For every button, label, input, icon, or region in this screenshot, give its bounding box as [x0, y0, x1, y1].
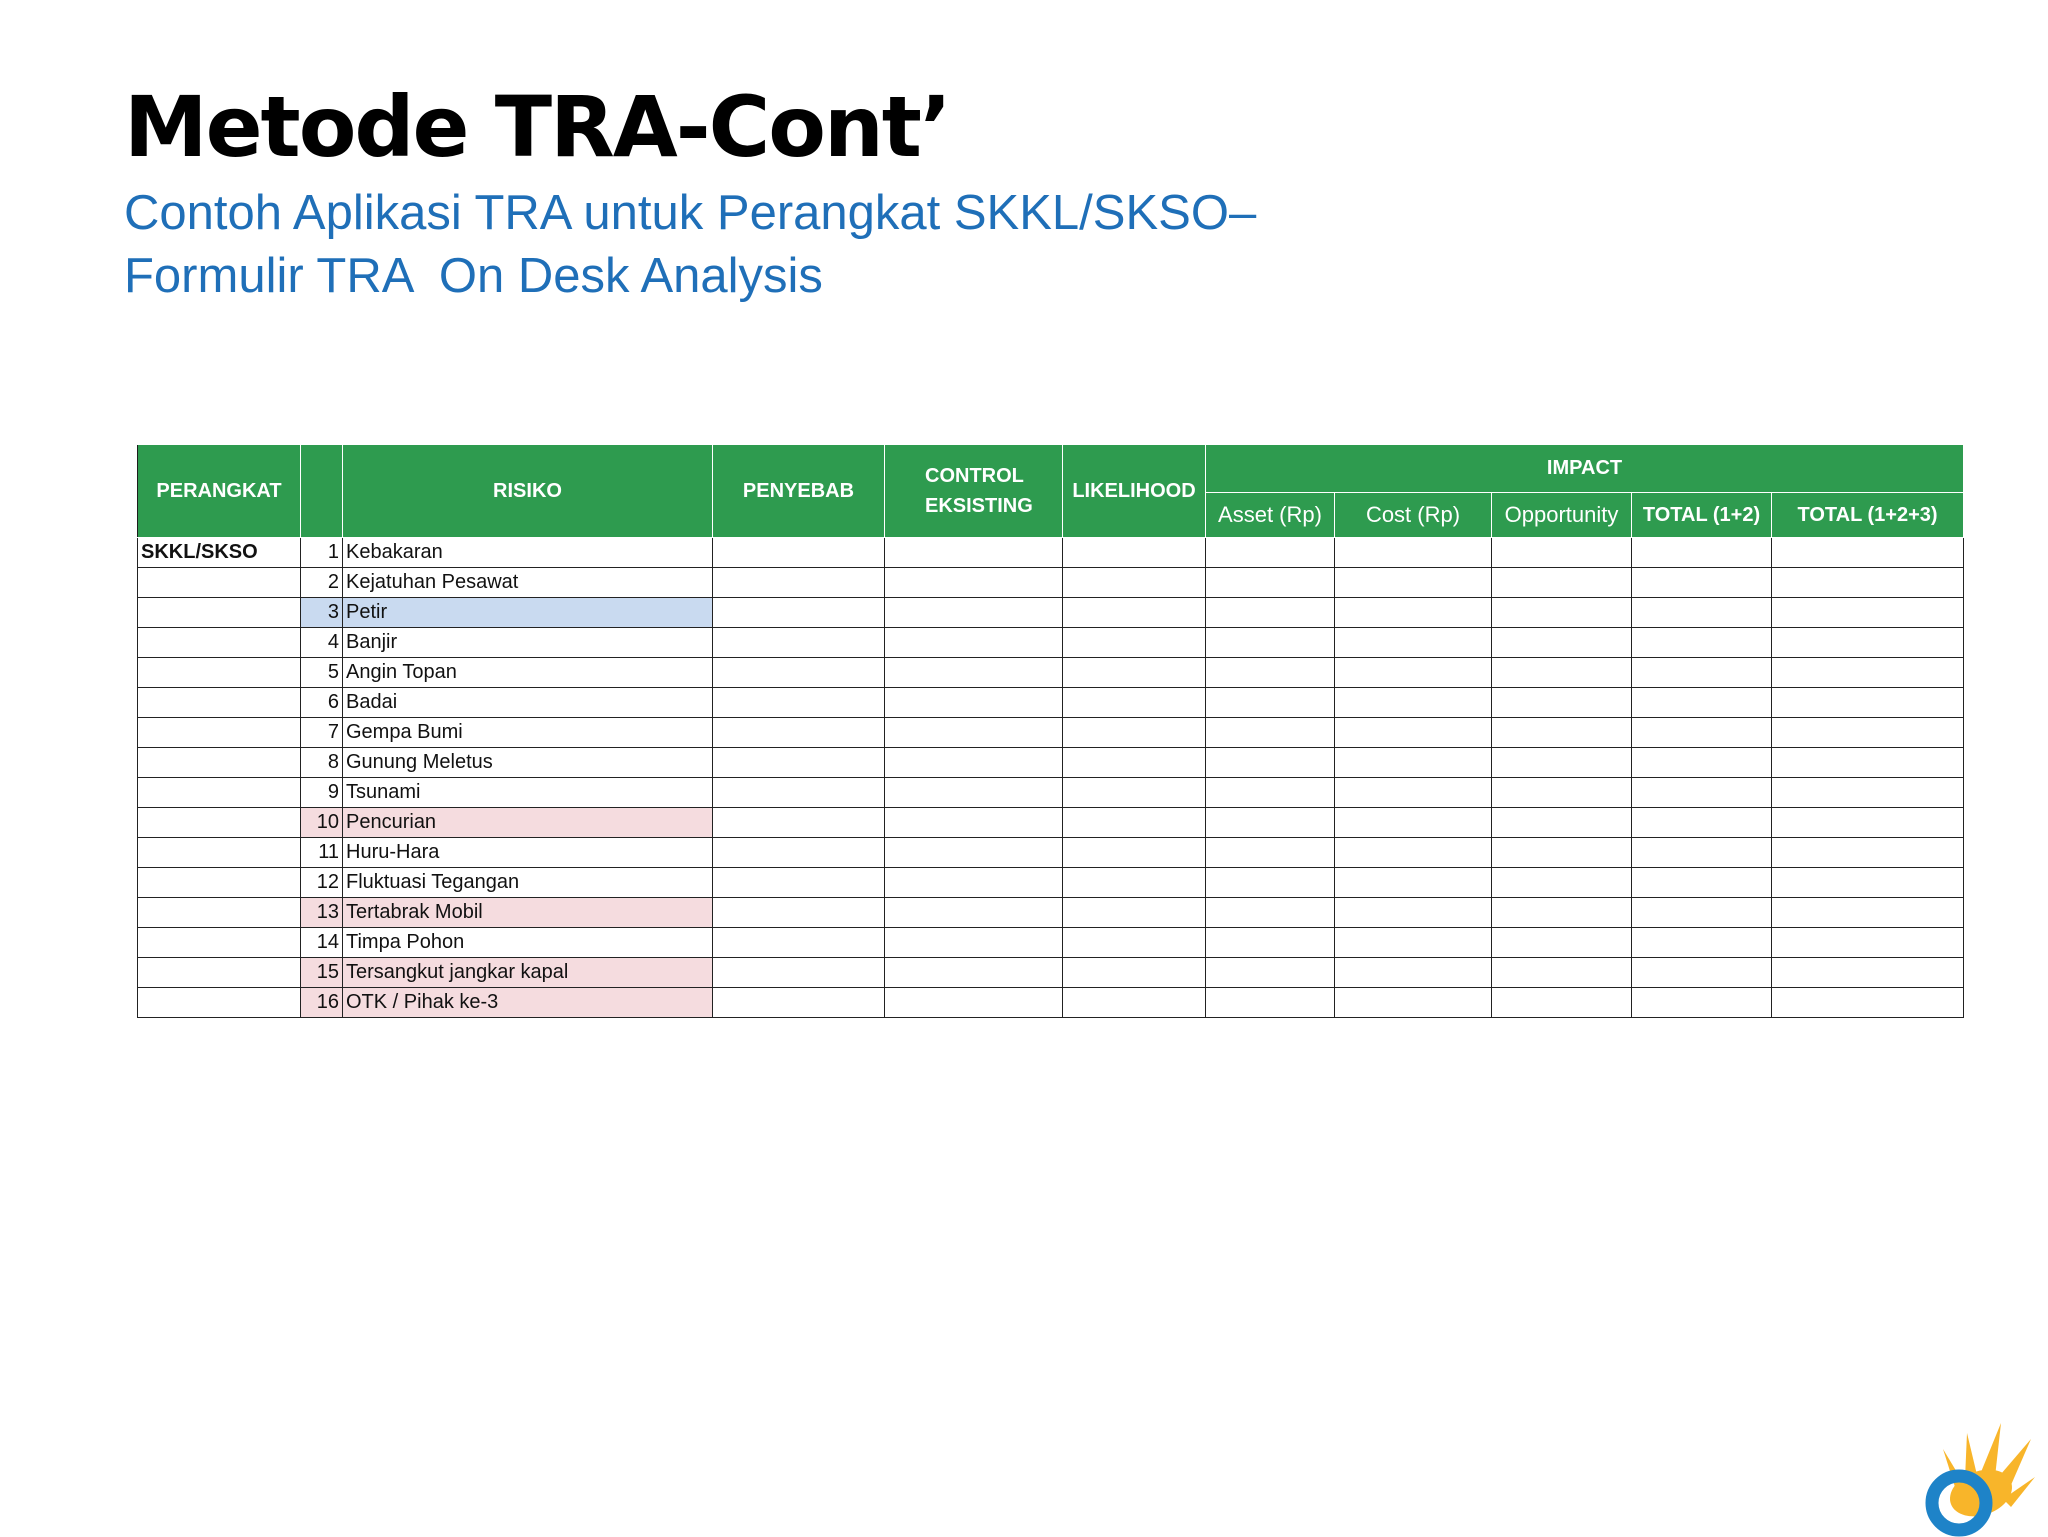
table-row — [138, 628, 1964, 658]
cell-total-1-2-3 — [1772, 658, 1964, 688]
cell-total-1-2-3 — [1772, 808, 1964, 838]
header-asset: Asset (Rp) — [1206, 493, 1335, 538]
cell-total-1-2-3 — [1772, 898, 1964, 928]
cell-no: 5 — [301, 658, 343, 688]
cell-asset — [1206, 868, 1335, 898]
cell-total-1-2 — [1632, 898, 1772, 928]
table-row — [138, 958, 1964, 988]
cell-no: 10 — [301, 808, 343, 838]
cell-total-1-2-3 — [1772, 928, 1964, 958]
cell-likelihood — [1063, 568, 1206, 598]
cell-asset — [1206, 628, 1335, 658]
cell-risiko: Fluktuasi Tegangan — [343, 868, 713, 898]
cell-total-1-2 — [1632, 838, 1772, 868]
cell-no: 1 — [301, 538, 343, 568]
cell-penyebab — [713, 988, 885, 1018]
table-row — [138, 988, 1964, 1018]
cell-risiko: Petir — [343, 598, 713, 628]
cell-cost — [1335, 838, 1492, 868]
cell-penyebab — [713, 688, 885, 718]
cell-opportunity — [1492, 628, 1632, 658]
cell-no: 8 — [301, 748, 343, 778]
cell-likelihood — [1063, 898, 1206, 928]
cell-asset — [1206, 598, 1335, 628]
cell-total-1-2-3 — [1772, 598, 1964, 628]
header-total-1-2-3: TOTAL (1+2+3) — [1772, 493, 1964, 538]
cell-control — [885, 778, 1063, 808]
cell-total-1-2-3 — [1772, 538, 1964, 568]
cell-perangkat — [138, 778, 301, 808]
cell-total-1-2-3 — [1772, 718, 1964, 748]
cell-opportunity — [1492, 898, 1632, 928]
cell-penyebab — [713, 838, 885, 868]
cell-penyebab — [713, 598, 885, 628]
cell-cost — [1335, 988, 1492, 1018]
cell-risiko: Banjir — [343, 628, 713, 658]
cell-penyebab — [713, 808, 885, 838]
cell-perangkat — [138, 988, 301, 1018]
table-row — [138, 568, 1964, 598]
table-row — [138, 598, 1964, 628]
cell-total-1-2 — [1632, 658, 1772, 688]
cell-control — [885, 958, 1063, 988]
cell-total-1-2 — [1632, 988, 1772, 1018]
cell-total-1-2 — [1632, 928, 1772, 958]
cell-perangkat — [138, 688, 301, 718]
table-row — [138, 808, 1964, 838]
cell-cost — [1335, 808, 1492, 838]
header-no — [301, 445, 343, 538]
cell-opportunity — [1492, 838, 1632, 868]
header-opportunity: Opportunity — [1492, 493, 1632, 538]
cell-opportunity — [1492, 868, 1632, 898]
cell-asset — [1206, 988, 1335, 1018]
cell-cost — [1335, 928, 1492, 958]
header-impact: IMPACT — [1206, 445, 1964, 493]
cell-perangkat — [138, 958, 301, 988]
cell-control — [885, 868, 1063, 898]
cell-asset — [1206, 958, 1335, 988]
table-row — [138, 718, 1964, 748]
cell-likelihood — [1063, 778, 1206, 808]
cell-opportunity — [1492, 688, 1632, 718]
cell-asset — [1206, 658, 1335, 688]
cell-penyebab — [713, 898, 885, 928]
cell-risiko: Gempa Bumi — [343, 718, 713, 748]
cell-likelihood — [1063, 808, 1206, 838]
cell-total-1-2-3 — [1772, 628, 1964, 658]
cell-likelihood — [1063, 988, 1206, 1018]
cell-perangkat — [138, 658, 301, 688]
cell-total-1-2 — [1632, 688, 1772, 718]
cell-no: 9 — [301, 778, 343, 808]
table-row — [138, 748, 1964, 778]
cell-total-1-2 — [1632, 748, 1772, 778]
cell-control — [885, 658, 1063, 688]
cell-no: 14 — [301, 928, 343, 958]
cell-opportunity — [1492, 658, 1632, 688]
cell-control — [885, 988, 1063, 1018]
cell-penyebab — [713, 538, 885, 568]
cell-penyebab — [713, 868, 885, 898]
table-body — [138, 538, 1964, 1018]
table-row — [138, 868, 1964, 898]
cell-risiko: Huru-Hara — [343, 838, 713, 868]
cell-opportunity — [1492, 718, 1632, 748]
cell-perangkat — [138, 748, 301, 778]
cell-asset — [1206, 778, 1335, 808]
cell-risiko: Angin Topan — [343, 658, 713, 688]
cell-opportunity — [1492, 958, 1632, 988]
cell-penyebab — [713, 658, 885, 688]
cell-penyebab — [713, 958, 885, 988]
cell-control — [885, 838, 1063, 868]
cell-no: 12 — [301, 868, 343, 898]
cell-control — [885, 808, 1063, 838]
cell-cost — [1335, 898, 1492, 928]
slide-title: Metode TRA-Cont’ — [124, 78, 950, 176]
cell-likelihood — [1063, 748, 1206, 778]
cell-perangkat — [138, 898, 301, 928]
cell-cost — [1335, 598, 1492, 628]
cell-risiko: Kebakaran — [343, 538, 713, 568]
cell-no: 13 — [301, 898, 343, 928]
cell-likelihood — [1063, 688, 1206, 718]
cell-no: 4 — [301, 628, 343, 658]
cell-risiko: Kejatuhan Pesawat — [343, 568, 713, 598]
cell-cost — [1335, 748, 1492, 778]
header-likelihood: LIKELIHOOD — [1063, 445, 1206, 538]
cell-total-1-2 — [1632, 598, 1772, 628]
cell-no: 11 — [301, 838, 343, 868]
cell-control — [885, 688, 1063, 718]
cell-cost — [1335, 628, 1492, 658]
cell-perangkat — [138, 928, 301, 958]
table-header — [138, 445, 1964, 538]
cell-total-1-2-3 — [1772, 958, 1964, 988]
cell-control — [885, 928, 1063, 958]
cell-no: 3 — [301, 598, 343, 628]
header-total-1-2: TOTAL (1+2) — [1632, 493, 1772, 538]
cell-cost — [1335, 868, 1492, 898]
cell-no: 16 — [301, 988, 343, 1018]
cell-likelihood — [1063, 958, 1206, 988]
cell-total-1-2-3 — [1772, 688, 1964, 718]
cell-cost — [1335, 538, 1492, 568]
cell-asset — [1206, 748, 1335, 778]
header-cost: Cost (Rp) — [1335, 493, 1492, 538]
cell-cost — [1335, 778, 1492, 808]
cell-risiko: Tsunami — [343, 778, 713, 808]
cell-cost — [1335, 958, 1492, 988]
cell-opportunity — [1492, 748, 1632, 778]
cell-risiko: Timpa Pohon — [343, 928, 713, 958]
cell-perangkat — [138, 868, 301, 898]
cell-total-1-2-3 — [1772, 568, 1964, 598]
cell-control — [885, 568, 1063, 598]
cell-likelihood — [1063, 658, 1206, 688]
cell-risiko: Gunung Meletus — [343, 748, 713, 778]
cell-asset — [1206, 808, 1335, 838]
cell-control — [885, 598, 1063, 628]
cell-cost — [1335, 688, 1492, 718]
cell-risiko: Badai — [343, 688, 713, 718]
table-row — [138, 778, 1964, 808]
cell-total-1-2 — [1632, 808, 1772, 838]
slide-subtitle — [124, 182, 1256, 308]
cell-total-1-2 — [1632, 958, 1772, 988]
table-row — [138, 688, 1964, 718]
cell-control — [885, 538, 1063, 568]
table-row — [138, 538, 1964, 568]
cell-opportunity — [1492, 928, 1632, 958]
cell-opportunity — [1492, 598, 1632, 628]
cell-control — [885, 718, 1063, 748]
cell-total-1-2-3 — [1772, 988, 1964, 1018]
cell-perangkat — [138, 718, 301, 748]
table-row — [138, 838, 1964, 868]
header-perangkat: PERANGKAT — [138, 445, 301, 538]
cell-cost — [1335, 568, 1492, 598]
cell-penyebab — [713, 568, 885, 598]
cell-risiko: OTK / Pihak ke-3 — [343, 988, 713, 1018]
cell-penyebab — [713, 928, 885, 958]
cell-cost — [1335, 718, 1492, 748]
cell-opportunity — [1492, 568, 1632, 598]
cell-asset — [1206, 568, 1335, 598]
cell-no: 7 — [301, 718, 343, 748]
cell-total-1-2 — [1632, 868, 1772, 898]
cell-likelihood — [1063, 868, 1206, 898]
cell-perangkat — [138, 598, 301, 628]
cell-asset — [1206, 538, 1335, 568]
header-control-eksisting: CONTROL EKSISTING — [885, 445, 1063, 538]
cell-risiko: Tertabrak Mobil — [343, 898, 713, 928]
cell-likelihood — [1063, 718, 1206, 748]
cell-total-1-2-3 — [1772, 748, 1964, 778]
cell-risiko: Tersangkut jangkar kapal — [343, 958, 713, 988]
cell-no: 6 — [301, 688, 343, 718]
cell-total-1-2 — [1632, 628, 1772, 658]
cell-opportunity — [1492, 988, 1632, 1018]
table-row — [138, 898, 1964, 928]
cell-total-1-2 — [1632, 778, 1772, 808]
subtitle-line-1: Contoh Aplikasi TRA untuk Perangkat SKKL/SKSO– — [124, 186, 1257, 240]
cell-penyebab — [713, 628, 885, 658]
cell-cost — [1335, 658, 1492, 688]
header-penyebab: PENYEBAB — [713, 445, 885, 538]
header-risiko: RISIKO — [343, 445, 713, 538]
cell-control — [885, 628, 1063, 658]
tra-form-table — [137, 444, 1964, 1018]
cell-asset — [1206, 838, 1335, 868]
cell-total-1-2 — [1632, 718, 1772, 748]
cell-no: 15 — [301, 958, 343, 988]
cell-total-1-2 — [1632, 538, 1772, 568]
cell-penyebab — [713, 718, 885, 748]
cell-control — [885, 898, 1063, 928]
cell-perangkat — [138, 628, 301, 658]
cell-asset — [1206, 688, 1335, 718]
cell-penyebab — [713, 778, 885, 808]
cell-asset — [1206, 928, 1335, 958]
cell-likelihood — [1063, 628, 1206, 658]
cell-likelihood — [1063, 538, 1206, 568]
table-row — [138, 658, 1964, 688]
cell-control — [885, 748, 1063, 778]
cell-risiko: Pencurian — [343, 808, 713, 838]
subtitle-line-2: Formulir TRA On Desk Analysis — [124, 249, 823, 303]
cell-likelihood — [1063, 928, 1206, 958]
cell-perangkat — [138, 568, 301, 598]
cell-opportunity — [1492, 778, 1632, 808]
cell-opportunity — [1492, 808, 1632, 838]
cell-total-1-2-3 — [1772, 778, 1964, 808]
cell-no: 2 — [301, 568, 343, 598]
cell-penyebab — [713, 748, 885, 778]
cell-total-1-2-3 — [1772, 868, 1964, 898]
cell-likelihood — [1063, 598, 1206, 628]
cell-opportunity — [1492, 538, 1632, 568]
cell-asset — [1206, 718, 1335, 748]
cell-perangkat — [138, 808, 301, 838]
cell-likelihood — [1063, 838, 1206, 868]
cell-asset — [1206, 898, 1335, 928]
table-row — [138, 928, 1964, 958]
company-logo-icon — [1915, 1415, 2037, 1537]
cell-total-1-2 — [1632, 568, 1772, 598]
cell-perangkat: SKKL/SKSO — [138, 538, 301, 568]
cell-perangkat — [138, 838, 301, 868]
cell-total-1-2-3 — [1772, 838, 1964, 868]
